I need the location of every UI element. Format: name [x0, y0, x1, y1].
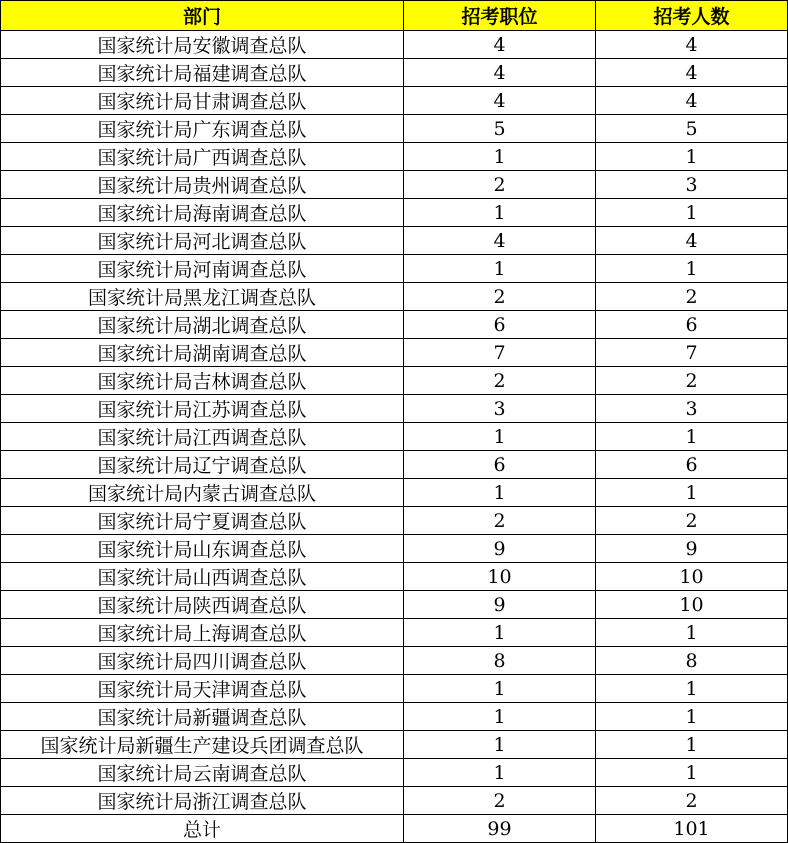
- table-row: [1, 787, 788, 815]
- positions-cell: 4: [404, 227, 596, 255]
- positions-cell: 8: [404, 647, 596, 675]
- headcount-cell: 1: [596, 143, 788, 171]
- department-cell: 国家统计局吉林调查总队: [1, 367, 404, 395]
- headcount-cell: 4: [596, 59, 788, 87]
- table-row: [1, 591, 788, 619]
- table-row: [1, 227, 788, 255]
- positions-cell: 3: [404, 395, 596, 423]
- department-cell: 国家统计局湖北调查总队: [1, 311, 404, 339]
- department-cell: 国家统计局新疆调查总队: [1, 703, 404, 731]
- headcount-cell: 9: [596, 535, 788, 563]
- department-cell: 国家统计局黑龙江调查总队: [1, 283, 404, 311]
- department-cell: 国家统计局河北调查总队: [1, 227, 404, 255]
- department-cell: 国家统计局山东调查总队: [1, 535, 404, 563]
- positions-cell: 1: [404, 731, 596, 759]
- table-row: [1, 563, 788, 591]
- department-cell: 国家统计局江西调查总队: [1, 423, 404, 451]
- department-cell: 国家统计局内蒙古调查总队: [1, 479, 404, 507]
- headcount-cell: 10: [596, 563, 788, 591]
- table-row: [1, 507, 788, 535]
- positions-cell: 6: [404, 311, 596, 339]
- positions-cell: 7: [404, 339, 596, 367]
- department-cell: 国家统计局安徽调查总队: [1, 31, 404, 59]
- table-row: [1, 59, 788, 87]
- positions-cell: 4: [404, 31, 596, 59]
- total-headcount: 101: [596, 815, 788, 843]
- headcount-cell: 1: [596, 759, 788, 787]
- department-cell: 国家统计局宁夏调查总队: [1, 507, 404, 535]
- headcount-cell: 2: [596, 507, 788, 535]
- table-row: [1, 731, 788, 759]
- department-cell: 国家统计局陕西调查总队: [1, 591, 404, 619]
- headcount-cell: 5: [596, 115, 788, 143]
- headcount-cell: 10: [596, 591, 788, 619]
- table-row: [1, 479, 788, 507]
- headcount-cell: 1: [596, 675, 788, 703]
- positions-cell: 10: [404, 563, 596, 591]
- table-row: [1, 703, 788, 731]
- table-row: [1, 311, 788, 339]
- department-cell: 国家统计局江苏调查总队: [1, 395, 404, 423]
- positions-cell: 4: [404, 87, 596, 115]
- total-label: 总计: [1, 815, 404, 843]
- headcount-cell: 2: [596, 367, 788, 395]
- positions-cell: 1: [404, 199, 596, 227]
- table-row: [1, 171, 788, 199]
- headcount-cell: 6: [596, 451, 788, 479]
- positions-cell: 2: [404, 367, 596, 395]
- positions-cell: 2: [404, 787, 596, 815]
- headcount-cell: 2: [596, 787, 788, 815]
- table-row: [1, 115, 788, 143]
- headcount-cell: 7: [596, 339, 788, 367]
- table-row: [1, 395, 788, 423]
- headcount-cell: 3: [596, 395, 788, 423]
- total-row: [1, 815, 788, 843]
- positions-cell: 5: [404, 115, 596, 143]
- headcount-cell: 1: [596, 199, 788, 227]
- column-header-headcount: 招考人数: [596, 1, 788, 31]
- table-row: [1, 535, 788, 563]
- positions-cell: 2: [404, 507, 596, 535]
- positions-cell: 1: [404, 143, 596, 171]
- table-row: [1, 451, 788, 479]
- headcount-cell: 1: [596, 255, 788, 283]
- department-cell: 国家统计局贵州调查总队: [1, 171, 404, 199]
- table-body: [1, 31, 788, 815]
- department-cell: 国家统计局海南调查总队: [1, 199, 404, 227]
- headcount-cell: 1: [596, 619, 788, 647]
- positions-cell: 1: [404, 619, 596, 647]
- positions-cell: 9: [404, 591, 596, 619]
- column-header-positions: 招考职位: [404, 1, 596, 31]
- department-cell: 国家统计局上海调查总队: [1, 619, 404, 647]
- headcount-cell: 4: [596, 87, 788, 115]
- positions-cell: 2: [404, 283, 596, 311]
- table-row: [1, 255, 788, 283]
- positions-cell: 4: [404, 59, 596, 87]
- total-positions: 99: [404, 815, 596, 843]
- department-cell: 国家统计局四川调查总队: [1, 647, 404, 675]
- headcount-cell: 1: [596, 479, 788, 507]
- headcount-cell: 8: [596, 647, 788, 675]
- department-cell: 国家统计局山西调查总队: [1, 563, 404, 591]
- headcount-cell: 1: [596, 731, 788, 759]
- headcount-cell: 2: [596, 283, 788, 311]
- table-row: [1, 199, 788, 227]
- header-row: [1, 1, 788, 31]
- department-cell: 国家统计局辽宁调查总队: [1, 451, 404, 479]
- headcount-cell: 3: [596, 171, 788, 199]
- department-cell: 国家统计局福建调查总队: [1, 59, 404, 87]
- positions-cell: 1: [404, 255, 596, 283]
- headcount-cell: 4: [596, 31, 788, 59]
- positions-cell: 1: [404, 759, 596, 787]
- department-cell: 国家统计局广东调查总队: [1, 115, 404, 143]
- positions-cell: 1: [404, 703, 596, 731]
- table-row: [1, 367, 788, 395]
- table-row: [1, 647, 788, 675]
- department-cell: 国家统计局河南调查总队: [1, 255, 404, 283]
- table-row: [1, 759, 788, 787]
- positions-cell: 1: [404, 479, 596, 507]
- department-cell: 国家统计局甘肃调查总队: [1, 87, 404, 115]
- table-row: [1, 619, 788, 647]
- department-cell: 国家统计局新疆生产建设兵团调查总队: [1, 731, 404, 759]
- positions-cell: 9: [404, 535, 596, 563]
- table-row: [1, 675, 788, 703]
- column-header-department: 部门: [1, 1, 404, 31]
- positions-cell: 1: [404, 675, 596, 703]
- table-row: [1, 283, 788, 311]
- department-cell: 国家统计局云南调查总队: [1, 759, 404, 787]
- table-row: [1, 87, 788, 115]
- positions-cell: 6: [404, 451, 596, 479]
- department-cell: 国家统计局天津调查总队: [1, 675, 404, 703]
- table-row: [1, 31, 788, 59]
- department-cell: 国家统计局浙江调查总队: [1, 787, 404, 815]
- table-row: [1, 423, 788, 451]
- positions-cell: 1: [404, 423, 596, 451]
- department-cell: 国家统计局广西调查总队: [1, 143, 404, 171]
- headcount-cell: 1: [596, 423, 788, 451]
- table-row: [1, 339, 788, 367]
- table-row: [1, 143, 788, 171]
- department-cell: 国家统计局湖南调查总队: [1, 339, 404, 367]
- headcount-cell: 4: [596, 227, 788, 255]
- positions-cell: 2: [404, 171, 596, 199]
- headcount-cell: 6: [596, 311, 788, 339]
- headcount-cell: 1: [596, 703, 788, 731]
